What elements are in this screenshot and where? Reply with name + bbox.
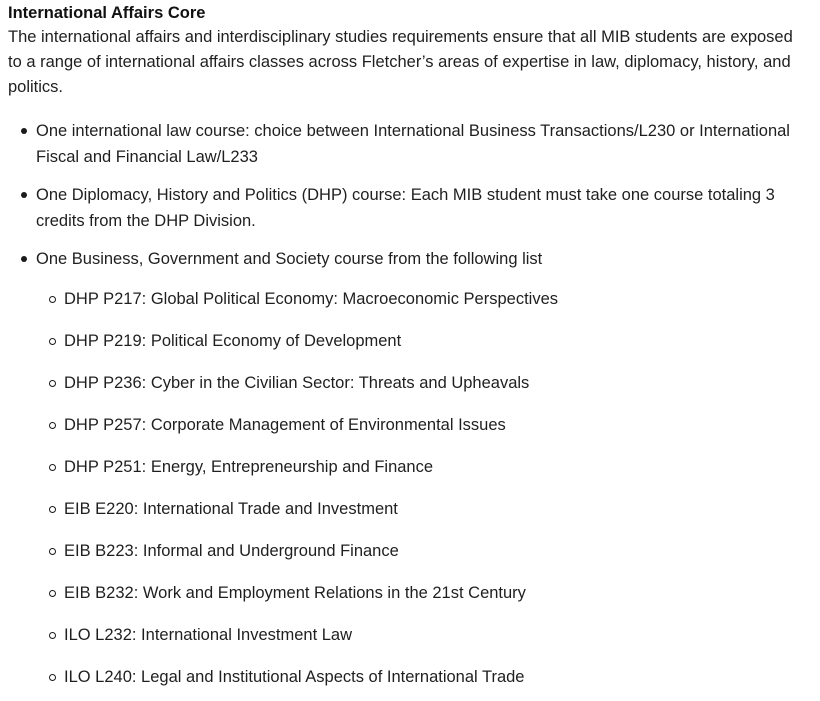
section-intro: The international affairs and interdisciplinary studies requirements ensure that all MIB students are exposed to a range of international affairs classes across Fletcher’s areas of expertise in law, diplomacy, history, and politics. (8, 28, 793, 96)
list-item (8, 182, 810, 234)
circle-bullet-icon (49, 632, 56, 639)
course-text: DHP P257: Corporate Management of Environmental Issues (64, 416, 506, 434)
bullet-icon (21, 128, 27, 134)
list-item (36, 412, 810, 438)
circle-bullet-icon (49, 548, 56, 555)
list-item (36, 538, 810, 564)
course-text: DHP P219: Political Economy of Development (64, 332, 402, 350)
list-item (36, 496, 810, 522)
circle-bullet-icon (49, 296, 56, 303)
course-text: DHP P217: Global Political Economy: Macroeconomic Perspectives (64, 290, 558, 308)
course-text: EIB E220: International Trade and Investment (64, 500, 398, 518)
requirement-text: One Business, Government and Society course from the following list (36, 250, 543, 268)
bgs-course-list (36, 286, 810, 690)
circle-bullet-icon (49, 338, 56, 345)
requirement-text: One Diplomacy, History and Politics (DHP) course: Each MIB student must take one course totaling 3 credits from the DHP Division. (36, 186, 775, 230)
list-item (8, 118, 810, 170)
section-heading: International Affairs Core (8, 4, 206, 22)
circle-bullet-icon (49, 506, 56, 513)
course-text: EIB B232: Work and Employment Relations in the 21st Century (64, 584, 526, 602)
circle-bullet-icon (49, 590, 56, 597)
list-item (36, 454, 810, 480)
list-item (36, 370, 810, 396)
course-text: ILO L232: International Investment Law (64, 626, 353, 644)
course-text: EIB B223: Informal and Underground Finance (64, 542, 399, 560)
bullet-icon (21, 256, 27, 262)
list-item (36, 328, 810, 354)
course-text: ILO L240: Legal and Institutional Aspects of International Trade (64, 668, 525, 686)
circle-bullet-icon (49, 422, 56, 429)
list-item (8, 246, 810, 690)
requirement-text: One international law course: choice between International Business Transactions/L230 or International Fiscal and Financial Law/L233 (36, 122, 790, 166)
list-item (36, 622, 810, 648)
bullet-icon (21, 192, 27, 198)
course-text: DHP P251: Energy, Entrepreneurship and Finance (64, 458, 434, 476)
list-item (36, 286, 810, 312)
list-item (36, 580, 810, 606)
course-text: DHP P236: Cyber in the Civilian Sector: Threats and Upheavals (64, 374, 530, 392)
circle-bullet-icon (49, 464, 56, 471)
requirements-list (8, 118, 810, 690)
circle-bullet-icon (49, 674, 56, 681)
circle-bullet-icon (49, 380, 56, 387)
list-item (36, 664, 810, 690)
